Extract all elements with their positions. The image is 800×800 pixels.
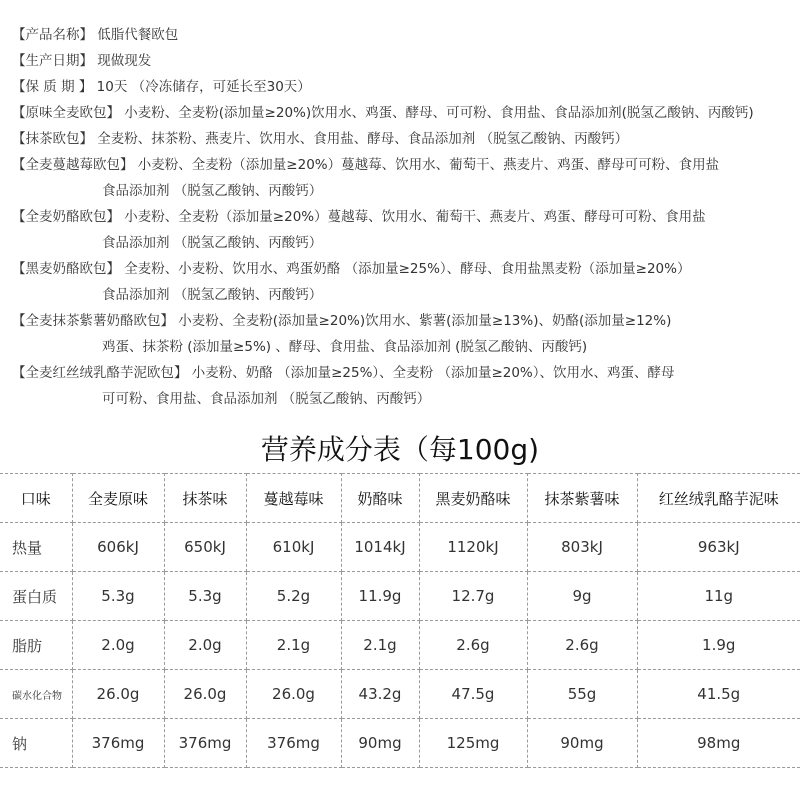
table-cell: 90mg	[341, 719, 419, 768]
info-line-cheese-ingredients: 【全麦奶酪欧包】 小麦粉、全麦粉（添加量≥20%）蔓越莓、饮用水、葡萄干、燕麦片、鸡蛋、酵母可可粉、食用盐	[12, 209, 706, 225]
table-cell: 2.1g	[246, 621, 341, 670]
header-cell: 抹茶味	[164, 474, 246, 523]
header-cell: 奶酪味	[341, 474, 419, 523]
table-cell: 376mg	[164, 719, 246, 768]
table-cell: 125mg	[419, 719, 527, 768]
info-line-product-name: 【产品名称】 低脂代餐欧包	[12, 27, 179, 43]
table-cell: 376mg	[72, 719, 164, 768]
info-line-red-velvet-ingredients: 【全麦红丝绒乳酪芋泥欧包】 小麦粉、奶酪 （添加量≥25%）、全麦粉 （添加量≥20%）、饮用水、鸡蛋、酵母	[12, 365, 675, 381]
header-cell: 蔓越莓味	[246, 474, 341, 523]
table-cell: 2.0g	[72, 621, 164, 670]
table-cell: 963kJ	[637, 523, 800, 572]
info-line-matcha-purple-potato-ingredients: 【全麦抹茶紫薯奶酪欧包】 小麦粉、全麦粉(添加量≥20%)饮用水、紫薯(添加量≥13%)、奶酪(添加量≥12%)	[12, 313, 672, 329]
table-cell: 2.1g	[341, 621, 419, 670]
table-row	[0, 621, 800, 670]
table-cell: 5.2g	[246, 572, 341, 621]
info-line-production-date: 【生产日期】 现做现发	[12, 53, 152, 69]
info-line-matcha-ingredients: 【抹茶欧包】 全麦粉、抹茶粉、燕麦片、饮用水、食用盐、酵母、食品添加剂 （脱氢乙酸钠、丙酸钙）	[12, 131, 629, 147]
table-cell: 2.6g	[419, 621, 527, 670]
row-label: 钠	[0, 719, 72, 768]
info-line-cranberry-additives: 食品添加剂 （脱氢乙酸钠、丙酸钙）	[102, 183, 323, 199]
table-cell: 11.9g	[341, 572, 419, 621]
info-line-cranberry-ingredients: 【全麦蔓越莓欧包】 小麦粉、全麦粉（添加量≥20%）蔓越莓、饮用水、葡萄干、燕麦片、鸡蛋、酵母可可粉、食用盐	[12, 157, 720, 173]
row-label: 脂肪	[0, 621, 72, 670]
table-cell: 1120kJ	[419, 523, 527, 572]
info-line-shelf-life: 【保 质 期 】 10天 （冷冻储存，可延长至30天）	[12, 79, 311, 95]
table-cell: 2.6g	[527, 621, 637, 670]
table-cell: 2.0g	[164, 621, 246, 670]
info-line-original-ingredients: 【原味全麦欧包】 小麦粉、全麦粉(添加量≥20%)饮用水、鸡蛋、酵母、可可粉、食用盐、食品添加剂(脱氢乙酸钠、丙酸钙)	[12, 105, 754, 121]
info-line-matcha-purple-potato-continued: 鸡蛋、抹茶粉 (添加量≥5%) 、酵母、食用盐、食品添加剂 (脱氢乙酸钠、丙酸钙)	[102, 339, 588, 355]
info-line-red-velvet-continued: 可可粉、食用盐、食品添加剂 （脱氢乙酸钠、丙酸钙）	[102, 391, 431, 407]
header-cell: 黑麦奶酪味	[419, 474, 527, 523]
table-cell: 5.3g	[164, 572, 246, 621]
info-line-cheese-additives: 食品添加剂 （脱氢乙酸钠、丙酸钙）	[102, 235, 323, 251]
info-line-rye-cheese-ingredients: 【黑麦奶酪欧包】 全麦粉、小麦粉、饮用水、鸡蛋奶酪 （添加量≥25%）、酵母、食用盐黑麦粉（添加量≥20%）	[12, 261, 691, 277]
table-row	[0, 670, 800, 719]
table-cell: 47.5g	[419, 670, 527, 719]
table-cell: 26.0g	[164, 670, 246, 719]
table-header-row	[0, 474, 800, 523]
row-label: 碳水化合物	[0, 670, 72, 719]
product-info-block	[12, 22, 792, 412]
row-label: 热量	[0, 523, 72, 572]
table-cell: 803kJ	[527, 523, 637, 572]
table-cell: 376mg	[246, 719, 341, 768]
header-cell: 口味	[0, 474, 72, 523]
table-cell: 12.7g	[419, 572, 527, 621]
header-cell: 红丝绒乳酪芋泥味	[637, 474, 800, 523]
table-cell: 90mg	[527, 719, 637, 768]
table-cell: 9g	[527, 572, 637, 621]
table-cell: 98mg	[637, 719, 800, 768]
table-cell: 26.0g	[246, 670, 341, 719]
table-cell: 11g	[637, 572, 800, 621]
table-cell: 610kJ	[246, 523, 341, 572]
table-cell: 5.3g	[72, 572, 164, 621]
table-row	[0, 523, 800, 572]
table-cell: 41.5g	[637, 670, 800, 719]
info-line-rye-cheese-additives: 食品添加剂 （脱氢乙酸钠、丙酸钙）	[102, 287, 323, 303]
table-cell: 606kJ	[72, 523, 164, 572]
table-cell: 650kJ	[164, 523, 246, 572]
nutrition-table-title: 营养成分表（每100g)	[260, 433, 540, 466]
table-cell: 1.9g	[637, 621, 800, 670]
nutrition-table	[0, 473, 800, 768]
table-cell: 1014kJ	[341, 523, 419, 572]
table-cell: 55g	[527, 670, 637, 719]
table-row	[0, 572, 800, 621]
header-cell: 抹茶紫薯味	[527, 474, 637, 523]
table-cell: 26.0g	[72, 670, 164, 719]
header-cell: 全麦原味	[72, 474, 164, 523]
table-row	[0, 719, 800, 768]
row-label: 蛋白质	[0, 572, 72, 621]
table-cell: 43.2g	[341, 670, 419, 719]
